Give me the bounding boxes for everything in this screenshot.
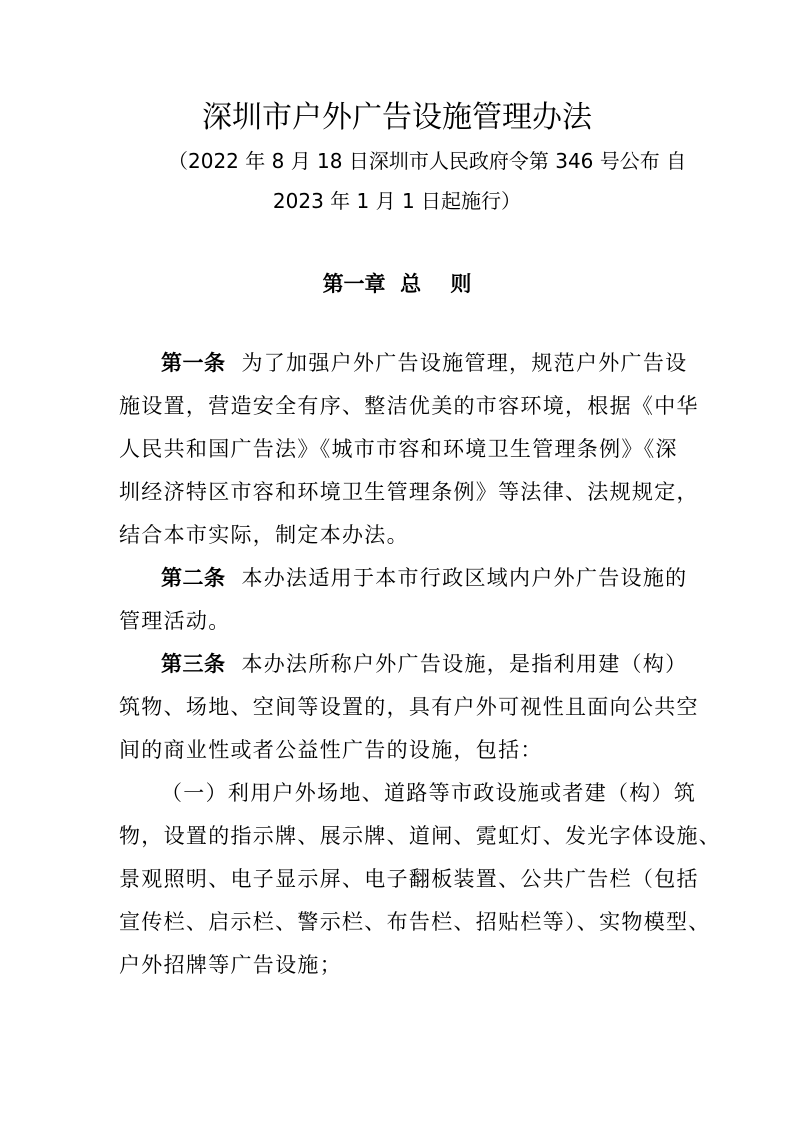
article-2-text: 本办法适用于本市行政区域内户外广告设施的 [241, 566, 688, 590]
document-title: 深圳市户外广告设施管理办法 [202, 100, 592, 135]
article-1-line-4: 圳经济特区市容和环境卫生管理条例》等法律、法规规定， [119, 480, 699, 504]
item-1-line-5: 户外招牌等广告设施； [119, 953, 342, 977]
promulgation-note-line-1: （2022 年 8 月 18 日深圳市人民政府令第 346 号公布 自 [168, 149, 687, 173]
article-3-text: 本办法所称户外广告设施，是指利用建（构） [241, 652, 688, 676]
article-3-line-1 [119, 643, 688, 686]
article-1-line-1 [119, 342, 688, 385]
article-1-line-3: 人民共和国广告法》《城市市容和环境卫生管理条例》《深 [119, 437, 678, 461]
item-1-line-4: 宣传栏、启示栏、警示栏、布告栏、招贴栏等）、实物模型、 [119, 910, 711, 934]
article-3-line-3: 间的商业性或者公益性广告的设施，包括： [119, 738, 543, 762]
article-2-label: 第二条 [161, 566, 226, 590]
item-1-line-1: （一）利用户外场地、道路等市政设施或者建（构）筑 [161, 781, 697, 805]
item-1-line-2: 物，设置的指示牌、展示牌、道闸、霓虹灯、发光字体设施、 [119, 824, 722, 848]
article-2-line-2: 管理活动。 [119, 609, 231, 633]
article-1-line-5: 结合本市实际，制定本办法。 [119, 523, 409, 547]
article-1-label: 第一条 [161, 351, 226, 375]
article-3-label: 第三条 [161, 652, 226, 676]
article-1-text: 为了加强户外广告设施管理，规范户外广告设 [241, 351, 688, 375]
article-2-line-1 [119, 557, 688, 600]
article-1-line-2: 施设置，营造安全有序、整洁优美的市容环境，根据《中华 [119, 394, 699, 418]
document-body [119, 342, 722, 987]
item-1-line-3: 景观照明、电子显示屏、电子翻板装置、公共广告栏（包括 [119, 867, 699, 891]
promulgation-note-line-2: 2023 年 1 月 1 日起施行） [272, 189, 522, 213]
chapter-heading: 第一章 总 则 [322, 272, 472, 296]
article-3-line-2: 筑物、场地、空间等设置的，具有户外可视性且面向公共空 [119, 695, 699, 719]
